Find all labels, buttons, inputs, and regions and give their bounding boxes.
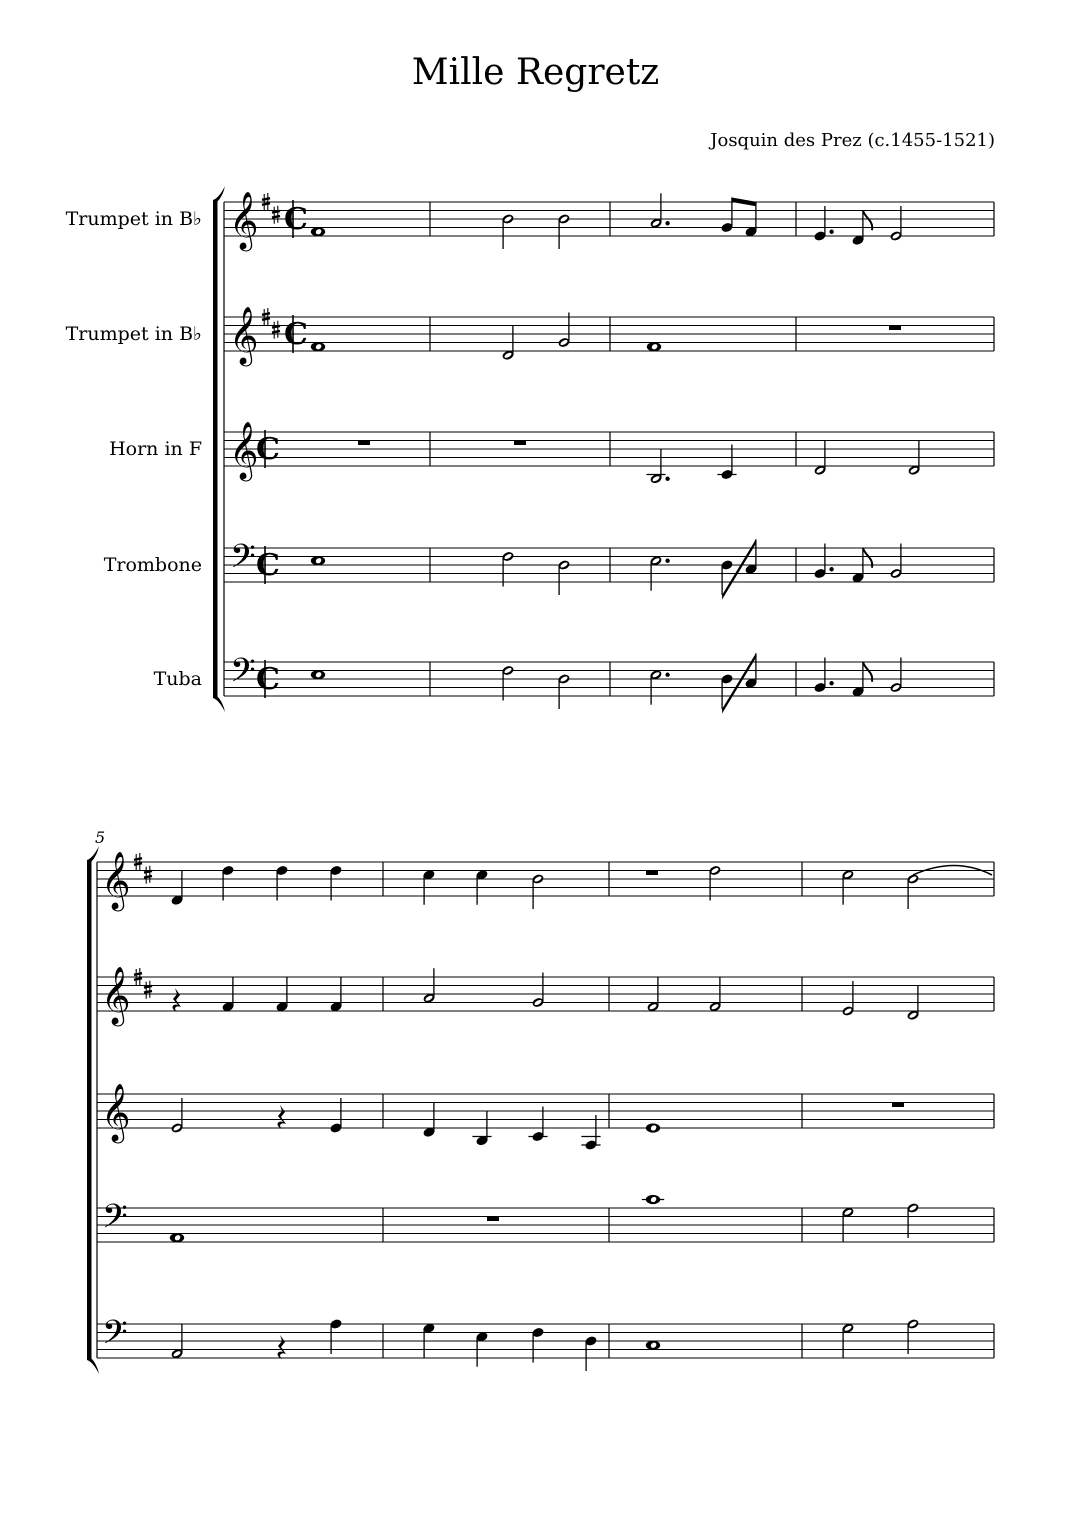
instrument-label: Trumpet in B♭ <box>65 208 202 230</box>
bass-clef: 𝄢 <box>102 1198 128 1244</box>
instrument-label: Horn in F <box>109 438 202 460</box>
score-title: Mille Regretz <box>411 52 660 93</box>
bracket-bottom <box>213 696 225 712</box>
quarter-rest <box>278 1335 286 1359</box>
sharp-sign <box>262 203 270 205</box>
treble-clef: 𝄞 <box>229 421 259 479</box>
augmentation-dot <box>665 221 669 225</box>
bass-clef: 𝄢 <box>102 1314 128 1360</box>
treble-clef: 𝄞 <box>101 966 131 1024</box>
composer-credit: Josquin des Prez (c.1455-1521) <box>710 130 995 151</box>
whole-rest <box>358 441 370 446</box>
bracket-bottom <box>87 1358 99 1374</box>
sharp-sign <box>134 978 142 980</box>
quarter-rest <box>278 1105 286 1129</box>
treble-clef: 𝄞 <box>101 851 131 909</box>
treble-clef: 𝄞 <box>229 191 259 249</box>
sharp-sign <box>272 216 280 218</box>
augmentation-dot <box>829 681 833 685</box>
sharp-sign <box>134 973 142 975</box>
bracket-top <box>87 846 99 862</box>
sharp-sign <box>144 986 152 988</box>
time-signature: C <box>284 317 308 352</box>
treble-clef: 𝄞 <box>229 306 259 364</box>
beam <box>732 198 756 207</box>
treble-clef: 𝄞 <box>101 1083 131 1141</box>
instrument-label: Trombone <box>103 554 202 576</box>
bass-clef: 𝄢 <box>230 538 256 584</box>
quarter-rest <box>173 988 181 1012</box>
system-bracket <box>213 200 218 698</box>
augmentation-dot <box>665 559 669 563</box>
sharp-sign <box>262 198 270 200</box>
time-signature: C <box>284 202 308 237</box>
augmentation-dot <box>829 567 833 571</box>
sharp-sign <box>134 863 142 865</box>
whole-rest <box>487 1217 499 1222</box>
whole-rest <box>646 871 658 876</box>
sharp-sign <box>272 326 280 328</box>
whole-rest <box>892 1103 904 1108</box>
whole-rest <box>889 326 901 331</box>
sharp-sign <box>144 876 152 878</box>
time-signature: C <box>256 548 280 583</box>
time-signature: C <box>256 662 280 697</box>
time-signature: C <box>256 432 280 467</box>
system-bracket <box>87 860 92 1360</box>
system-2 <box>87 846 994 1374</box>
bass-clef: 𝄢 <box>230 652 256 698</box>
sharp-sign <box>144 991 152 993</box>
bracket-top <box>213 186 225 202</box>
instrument-label: Trumpet in B♭ <box>65 323 202 345</box>
augmentation-dot <box>665 673 669 677</box>
whole-rest <box>514 441 526 446</box>
system-1 <box>213 186 994 714</box>
augmentation-dot <box>665 477 669 481</box>
instrument-label: Tuba <box>153 668 202 690</box>
sharp-sign <box>262 318 270 320</box>
sharp-sign <box>272 211 280 213</box>
measure-number: 5 <box>95 828 106 847</box>
augmentation-dot <box>829 230 833 234</box>
sharp-sign <box>272 331 280 333</box>
sharp-sign <box>262 313 270 315</box>
sharp-sign <box>144 871 152 873</box>
sharp-sign <box>134 858 142 860</box>
